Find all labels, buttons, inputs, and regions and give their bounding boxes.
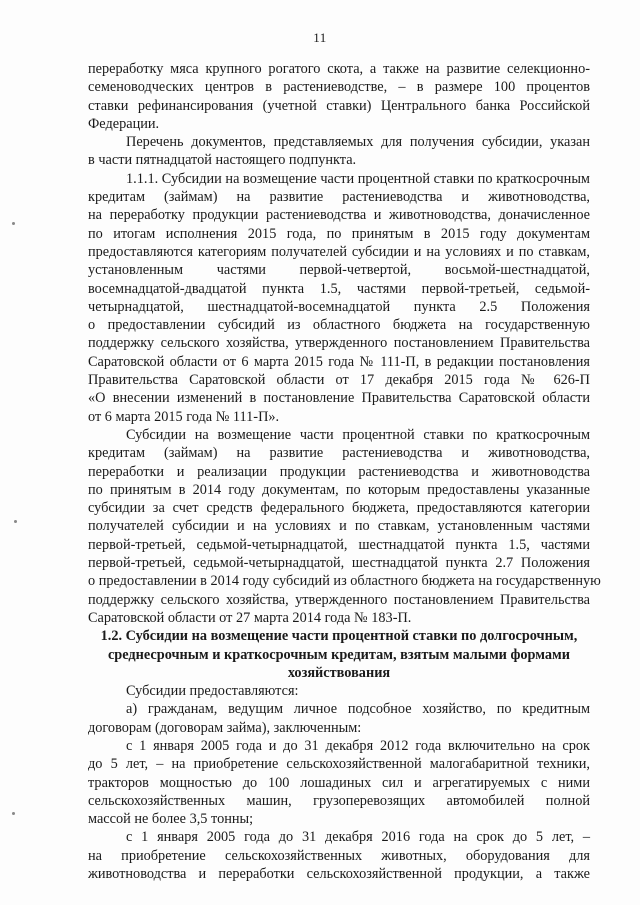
text-line: первой-третьей, седьмой-четырнадцатой, шестнадцатой пункта 1.5, частями [88,536,590,553]
text-line: переработки и реализации продукции растениеводства и животноводства [88,463,590,480]
text-line: договорам (договорам займа), заключенным: [88,719,362,736]
paragraph [88,700,590,737]
section-heading [88,627,590,682]
text-line: сельскохозяйственных машин, грузоперевозящих автомобилей полной [88,792,590,809]
paragraph [88,737,590,828]
text-line: Саратовской области от 6 марта 2015 года № 111-П, в редакции постановления [88,353,590,370]
text-line: Правительства Саратовской области от 17 декабря 2015 года № 626-П [88,372,590,389]
text-line: установленным частями первой-четвертой, восьмой-шестнадцатой, [88,262,590,279]
text-line: Федерации. [88,115,160,132]
text-line: от 6 марта 2015 года № 111-П». [88,408,280,425]
text-line: по принятым в 2014 году документам, по которым предоставлены указанные [88,481,590,498]
text-line: о предоставлении субсидий из областного бюджета на государственную [88,317,590,334]
text-line: на переработку продукции растениеводства и животноводства, доначисленное [88,207,590,224]
text-line: «О внесении изменений в постановление Правительства Саратовской области [88,390,590,407]
paragraph [88,682,590,700]
paragraph [88,828,590,883]
text-line: Субсидии предоставляются: [126,683,299,700]
paragraph [88,133,590,170]
text-line: восемнадцатой-двадцатой пункта 1.5, частями первой-третьей, седьмой- [88,280,590,297]
heading-line: среднесрочным и краткосрочным кредитам, взятым малыми формами [107,646,571,663]
text-line: с 1 января 2005 года и до 31 декабря 2012 года включительно на срок [126,737,590,754]
text-line: массой не более 3,5 тонны; [88,811,254,828]
text-line: поддержку сельского хозяйства, утвержденного постановлением Правительства [88,591,590,608]
scan-speck [12,222,15,225]
text-line: Саратовской области от 27 марта 2014 года № 183-П. [88,609,412,626]
text-line: тракторов мощностью до 100 лошадиных сил и агрегатируемых с ними [88,774,590,791]
text-line: 1.1.1. Субсидии на возмещение части процентной ставки по краткосрочным [126,170,590,187]
heading-line: 1.2. Субсидии на возмещение части процентной ставки по долгосрочным, [100,628,578,645]
paragraph [88,170,590,426]
text-line: по итогам исполнения 2015 года, по принятым в 2015 году документам [88,225,590,242]
text-line: животноводства и переработки сельскохозяйственной продукции, а также [88,866,590,883]
page-number: 11 [313,30,327,45]
text-line: а) гражданам, ведущим личное подсобное хозяйство, по кредитным [126,701,590,718]
scan-speck [12,812,15,815]
paragraph [88,426,601,627]
text-line: семеноводческих центров в растениеводстве, – в размере 100 процентов [88,79,590,96]
heading-line: хозяйствования [287,664,391,681]
text-line: ставки рефинансирования (учетной ставки) Центрального банка Российской [88,97,590,114]
text-line: предоставляются категориям получателей субсидии и на условиях и по ставкам, [88,243,590,260]
text-line: Субсидии на возмещение части процентной ставки по краткосрочным [126,426,590,443]
text-line: о предоставлении в 2014 году субсидий из областного бюджета на государственную [88,573,601,590]
text-line: до 5 лет, – на приобретение сельскохозяйственной малогабаритной техники, [88,756,590,773]
text-line: четырнадцатой, шестнадцатой-восемнадцатой пункта 2.5 Положения [88,298,590,315]
text-line: с 1 января 2005 года до 31 декабря 2016 года на срок до 5 лет, – [126,829,590,846]
text-line: поддержку сельского хозяйства, утвержденного постановлением Правительства [88,335,590,352]
text-line: переработку мяса крупного рогатого скота, а также на развитие селекционно- [88,61,590,77]
text-line: субсидии за счет средств федерального бюджета, предоставляются категории [88,500,590,517]
text-line: Перечень документов, представляемых для получения субсидии, указан [126,134,590,151]
paragraph [88,60,590,133]
scan-speck [14,520,17,523]
text-line: первой-третьей, седьмой-четырнадцатой, шестнадцатой пункта 2.7 Положения [88,555,590,572]
text-line: в части пятнадцатой настоящего подпункта. [88,152,357,169]
text-line: кредитам (займам) на развитие растениеводства и животноводства, [88,189,590,206]
text-line: на приобретение сельскохозяйственных животных, оборудования для [88,847,590,864]
text-line: кредитам (займам) на развитие растениеводства и животноводства, [88,445,590,462]
document-body [88,60,601,883]
text-line: получателей субсидии и на условиях и по ставкам, установленным частями [88,518,590,535]
